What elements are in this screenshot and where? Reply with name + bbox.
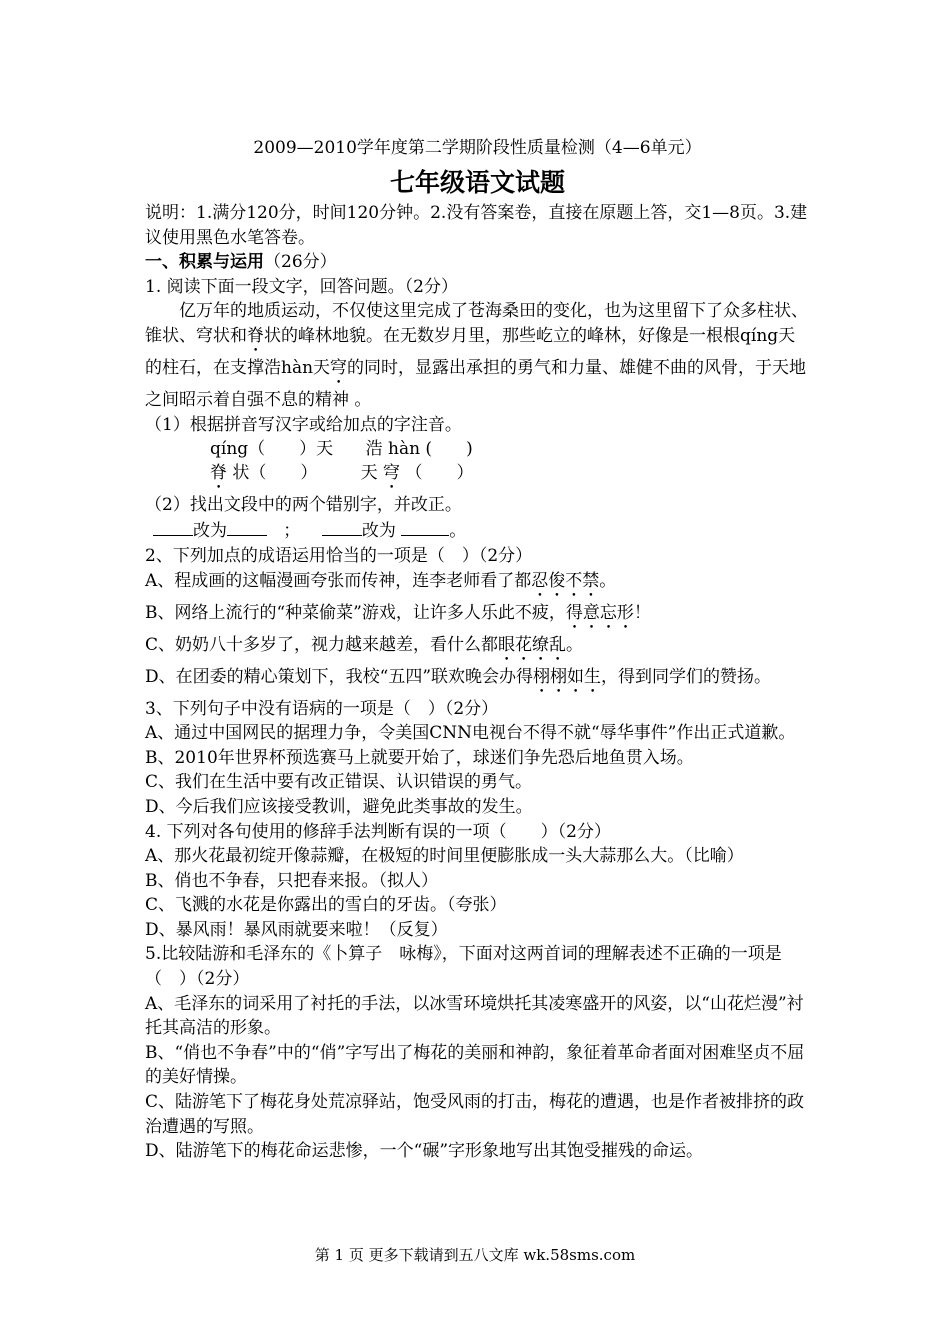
q3-option-d: D、今后我们应该接受教训，避免此类事故的发生。 — [145, 796, 533, 817]
blank-line[interactable] — [153, 517, 193, 536]
q1-passage — [145, 299, 810, 412]
fix-label: 改为 — [361, 521, 396, 542]
q2-stem: 2、下列加点的成语运用恰当的一项是（ ）（2分） — [145, 545, 533, 566]
exam-title: 七年级语文试题 — [389, 168, 565, 197]
pinyin-item: 浩 hàn ( ) — [365, 439, 473, 460]
option-text: 。 — [566, 634, 584, 655]
dotted-char: 穹 — [330, 357, 348, 378]
blank-line[interactable] — [322, 517, 362, 536]
q3-stem: 3、下列句子中没有语病的一项是（ ）（2分） — [145, 698, 499, 719]
fix-label: 改为 — [193, 521, 227, 542]
q3-option-a: A、通过中国网民的据理力争，令美国CNN电视台不得不就“辱华事件”作出正式道歉。 — [145, 723, 796, 744]
option-text: C、奶奶八十多岁了，视力越来越差，看什么都 — [145, 634, 499, 655]
pinyin-row-1 — [145, 437, 810, 462]
dotted-char: 穹 — [383, 462, 401, 483]
q4-option-d: D、暴风雨！暴风雨就要来啦！（反复） — [145, 919, 448, 940]
section-score: （26分） — [264, 252, 337, 273]
q2-option-c — [145, 633, 810, 665]
q4-option-b: B、俏也不争春，只把春来报。（拟人） — [145, 870, 438, 891]
q2-option-a — [145, 569, 810, 601]
option-text: ，得到同学们的赞扬。 — [601, 666, 772, 687]
option-text: ！ — [633, 602, 651, 623]
q2-option-b — [145, 601, 810, 633]
dotted-idiom: 栩栩如生 — [533, 666, 602, 687]
q5-option-c: C、陆游笔下了梅花身处荒凉驿站，饱受风雨的打击，梅花的遭遇，也是作者被排挤的政治遭遇的写照。 — [145, 1092, 805, 1137]
option-text: D、在团委的精心策划下，我校“五四”联欢晚会办得 — [145, 666, 534, 687]
blank-line[interactable] — [227, 517, 267, 536]
option-text: B、网络上流行的“种菜偷菜”游戏，让许多人乐此不疲， — [145, 602, 566, 623]
blank-line[interactable] — [401, 517, 449, 536]
q3-option-c: C、我们在生活中要有改正错误、认识错误的勇气。 — [145, 772, 533, 793]
q4-option-c: C、飞溅的水花是你露出的雪白的牙齿。（夸张） — [145, 895, 507, 916]
q4-stem: 4. 下列对各句使用的修辞手法判断有误的一项（ ）（2分） — [145, 821, 611, 842]
q5-option-d: D、陆游笔下的梅花命运悲惨，一个“碾”字形象地写出其饱受摧残的命运。 — [145, 1141, 704, 1162]
passage-text: 亿万年的地质运动，不仅使这里完成了苍海桑田的变化，也为这里留下了众多柱状、锥状、穹状和 — [145, 301, 808, 346]
dotted-char: 脊 — [210, 462, 227, 483]
option-text: A、程成画的这幅漫画夸张而传神，连李老师看了都 — [145, 570, 532, 591]
q1-fix-row — [145, 517, 810, 544]
pinyin-item: 状（ ） — [227, 462, 318, 483]
pinyin-item: （ ） — [400, 462, 474, 483]
instructions: 说明：1.满分120分，时间120分钟。2.没有答案卷，直接在原题上答，交1—8页。3.建议使用黑色水笔答卷。 — [145, 203, 808, 248]
q3-option-b: B、2010年世界杯预选赛马上就要开始了，球迷们争先恐后地鱼贯入场。 — [145, 747, 694, 768]
q5-option-a: A、毛泽东的词采用了衬托的手法，以冰雪环境烘托其凌寒盛开的风姿，以“山花烂漫”衬托其高洁的形象。 — [145, 993, 804, 1039]
exam-header: 2009—2010学年度第二学期阶段性质量检测（4—6单元） — [253, 138, 702, 158]
option-text: 。 — [599, 570, 617, 591]
exam-page — [145, 135, 810, 1164]
q2-option-d — [145, 665, 810, 697]
fix-sep: ； — [283, 521, 301, 542]
q5-option-b: B、“俏也不争春”中的“俏”字写出了梅花的美丽和神韵，象征着革命者面对困难坚贞不屈的美好情操。 — [145, 1042, 805, 1088]
dotted-idiom: 眼花缭乱 — [498, 634, 567, 655]
q1-sub1: （1）根据拼音写汉字或给加点的字注音。 — [145, 414, 462, 435]
q4-option-a: A、那火花最初绽开像蒜瓣，在极短的时间里便膨胀成一头大蒜那么大。（比喻） — [145, 846, 744, 867]
passage-text: 状的峰林地貌。在无数岁月里，那些屹立的峰林，好像是一根根qíng天的柱石，在支撑浩hàn天 — [145, 325, 796, 378]
q1-sub2: （2）找出文段中的两个错别字，并改正。 — [145, 494, 462, 515]
passage-text: 的同时，显露出承担的勇气和力量、雄健不曲的风骨，于天地之间昭示着自强不息的精神 。 — [145, 357, 807, 410]
section-label: 一、积累与运用 — [145, 252, 264, 273]
dotted-idiom: 得意忘形 — [565, 602, 634, 623]
pinyin-item: qíng（ ）天 — [210, 439, 334, 460]
pinyin-item: 天 — [360, 462, 384, 483]
dotted-idiom: 忍俊不禁 — [531, 570, 600, 591]
q1-stem: 1. 阅读下面一段文字，回答问题。（2分） — [145, 276, 458, 297]
pinyin-row-2 — [145, 462, 810, 493]
fix-end: 。 — [449, 521, 467, 542]
page-footer: 第 1 页 更多下载请到五八文库 wk.58sms.com — [314, 1246, 636, 1264]
section-heading — [145, 250, 810, 275]
q5-stem: 5.比较陆游和毛泽东的《卜算子 咏梅》，下面对这两首词的理解表述不正确的一项是（ ）（2分） — [145, 944, 782, 990]
dotted-char: 脊 — [247, 325, 264, 346]
